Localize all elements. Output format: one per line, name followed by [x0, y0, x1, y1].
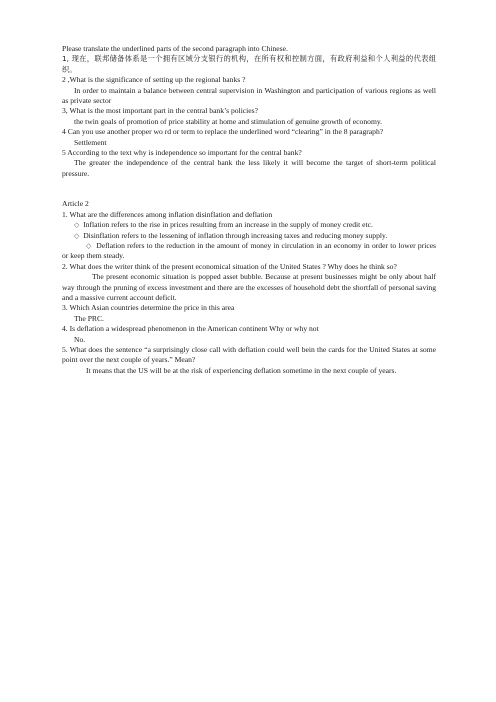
article-2-answer-2: The present economic situation is popped asset bubble. Because at present businesses might be only about half way through the pruning of excess investment and there are the excesses of household debt the shortfall of personal saving and a massive current account deficit. — [62, 272, 436, 302]
article-2-question-5: 5. What does the sentence “a surprisingly close call with deflation could well bein the cards for the United States at some point over the next couple of years.” Mean? — [62, 344, 436, 365]
diamond-bullet-icon: ◇ — [86, 241, 92, 250]
article-2-answer-5: It means that the US will be at the risk of experiencing deflation sometime in the next couple of years. — [86, 365, 397, 375]
disinflation-definition — [62, 231, 436, 241]
diamond-bullet-icon: ◇ — [74, 221, 80, 230]
article-2-answer-4: No. — [74, 334, 86, 344]
answer-2: In order to maintain a balance between central supervision in Washington and participation of various regions as well as private sector — [62, 85, 436, 106]
answer-3: the twin goals of promotion of price stability at home and stimulation of genuine growth of economy. — [74, 116, 383, 126]
article-2-heading: Article 2 — [62, 199, 89, 209]
section-spacer — [62, 179, 436, 199]
inflation-definition — [62, 220, 436, 230]
question-3: 3, What is the most important part in the central bank’s policies? — [62, 106, 258, 116]
deflation-text: Deflation refers to the reduction in the amount of money in circulation in an economy in order to lower prices or keep them steady. — [62, 240, 437, 261]
diamond-bullet-icon: ◇ — [74, 231, 80, 240]
deflation-definition — [62, 241, 436, 262]
instruction-line: Please translate the underlined parts of the second paragraph into Chinese. — [62, 44, 288, 53]
inflation-text: Inflation refers to the rise in prices resulting from an increase in the supply of money credit etc. — [83, 220, 373, 230]
article-2-question-3: 3. Which Asian countries determine the price in this area — [62, 303, 235, 313]
question-5: 5 According to the text why is independence so important for the central bank? — [62, 148, 302, 158]
answer-4: Settlement — [74, 137, 107, 147]
article-2-question-1: 1. What are the differences among inflation disinflation and deflation — [62, 209, 273, 219]
question-2: 2 ,What is the significance of setting up the regional banks ? — [62, 75, 246, 85]
question-4: 4 Can you use another proper wo rd or term to replace the underlined word “clearing” in the 8 paragraph? — [62, 127, 384, 137]
article-2-question-2: 2. What does the writer think of the present economical situation of the United States ? Why does he think so? — [62, 261, 397, 271]
answer-5: The greater the independence of the central bank the less likely it will become the target of short-term political pressure. — [62, 158, 436, 178]
document-body — [62, 44, 436, 376]
article-2-question-4: 4. Is deflation a widespread phenomenon in the American continent Why or why not — [62, 324, 319, 334]
article-2-answer-3: The PRC. — [74, 313, 104, 323]
disinflation-text: Disinflation refers to the lessening of inflation through increasing taxes and reducing money supply. — [83, 230, 388, 240]
answer-1-chinese: 1, 现在，联邦储备体系是一个拥有区域分支银行的机构，在所有权和控制方面，有政府利益和个人利益的代表组织。 — [62, 54, 436, 74]
